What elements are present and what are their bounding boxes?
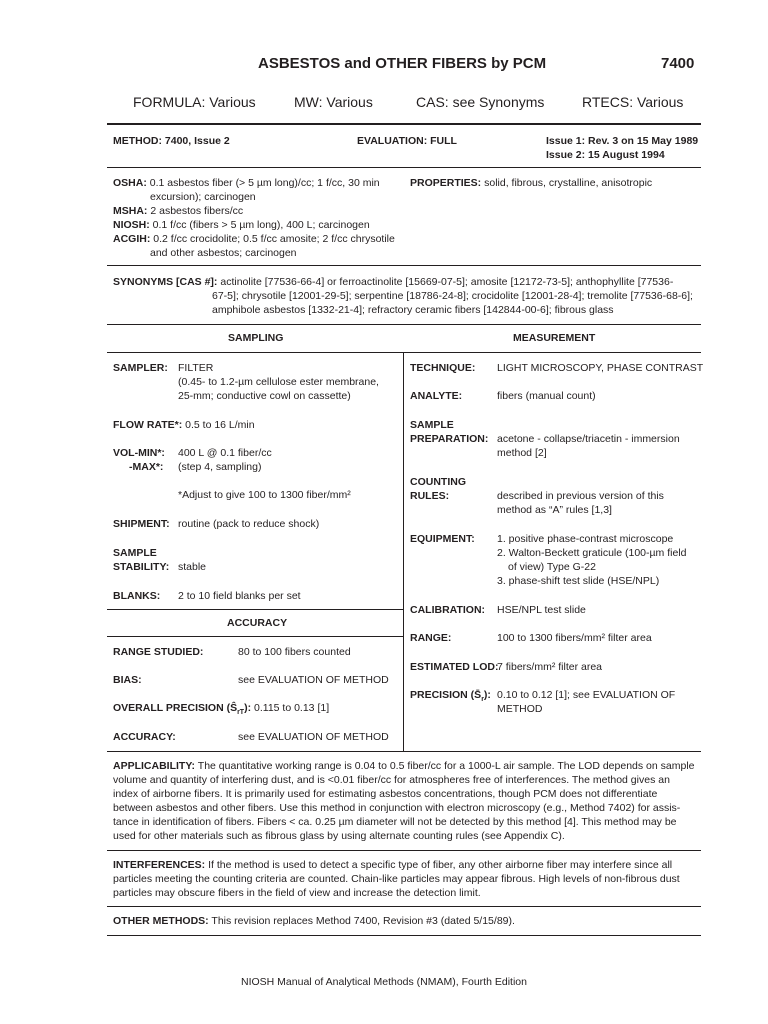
rtecs-field: RTECS: Various [582, 94, 684, 110]
msha-text: 2 asbestos fibers/cc [150, 205, 244, 217]
stability-value: stable [178, 561, 207, 573]
preparation-value-2: method [2] [497, 447, 547, 459]
applicability-line-1: The quantitative working range is 0.04 to 0.5 fiber/cc for a 1000-L air sample. The LOD depends on sample [197, 760, 695, 772]
vol-min-value: 400 L @ 0.1 fiber/cc [178, 447, 272, 459]
sampler-label: SAMPLER: [113, 362, 168, 374]
evaluation-status: EVALUATION: FULL [357, 135, 457, 147]
table-bottom-rule [107, 751, 701, 752]
synonyms [113, 275, 673, 289]
preparation-label-2: PREPARATION: [410, 433, 489, 445]
vol-max-label: -MAX*: [129, 461, 164, 473]
other-methods-label: OTHER METHODS: [113, 915, 209, 927]
synonyms-line-1: actinolite [77536-66-4] or ferroactinolite [15669-07-5]; amosite [12172-73-5]; anthophyllite [77536- [220, 276, 674, 288]
precision-value-1: 0.10 to 0.12 [1]; see EVALUATION OF [497, 689, 676, 701]
applicability-line-2: volume and quantity of interfering dust, and is <0.01 fiber/cc for atmospheres free of interferences. The method gives an [113, 774, 670, 786]
range-label: RANGE: [410, 632, 452, 644]
analyte-label: ANALYTE: [410, 390, 463, 402]
synonyms-line-2: 67-5]; chrysotile [12001-29-5]; serpentine [18786-24-8]; crocidolite [12001-28-4]; tremolite [77536-68-6]; [212, 290, 693, 302]
overall-precision-close: ): [244, 702, 252, 714]
other-methods [113, 914, 698, 928]
measurement-heading: MEASUREMENT [513, 332, 596, 344]
equipment-label: EQUIPMENT: [410, 533, 475, 545]
synonyms-line-3: amphibole asbestos [1332-21-4]; refractory ceramic fibers [142844-00-6]; fibrous glass [212, 304, 614, 316]
applicability-line-6: used for other materials such as fibrous glass by using alternate counting rules (see Appendix C). [113, 830, 565, 842]
accuracy-heading-rule [107, 636, 403, 637]
bias-value: see EVALUATION OF METHOD [238, 674, 389, 686]
column-heading-rule [107, 352, 701, 353]
stability-label-2: STABILITY: [113, 561, 170, 573]
niosh-text: 0.1 f/cc (fibers > 5 µm long), 400 L; carcinogen [152, 219, 370, 231]
calibration-label: CALIBRATION: [410, 604, 486, 616]
overall-precision-sub: rT [237, 709, 245, 717]
technique-value: LIGHT MICROSCOPY, PHASE CONTRAST [497, 362, 704, 374]
counting-label-1: COUNTING [410, 476, 466, 488]
niosh-limit [113, 218, 370, 232]
preparation-value-1: acetone - collapse/triacetin - immersion [497, 433, 680, 445]
sampler-value: FILTER [178, 362, 214, 374]
method-id: METHOD: 7400, Issue 2 [113, 135, 230, 147]
overall-precision-value: 0.115 to 0.13 [1] [254, 702, 330, 714]
osha-label: OSHA: [113, 177, 147, 189]
analyte-value: fibers (manual count) [497, 390, 596, 402]
limits-rule [107, 265, 701, 266]
osha-limit [113, 176, 380, 190]
range-value: 100 to 1300 fibers/mm² filter area [497, 632, 652, 644]
vol-max-value: (step 4, sampling) [178, 461, 262, 473]
issue-2: Issue 2: 15 August 1994 [546, 149, 665, 161]
other-methods-text: This revision replaces Method 7400, Revision #3 (dated 5/15/89). [211, 915, 515, 927]
interferences [113, 858, 698, 900]
precision-close: ): [483, 689, 491, 701]
method-number: 7400 [661, 55, 695, 72]
interferences-line-3: particles may obscure fibers in the field of view and increase the detection limit. [113, 887, 481, 899]
lod-label: ESTIMATED LOD: [410, 661, 499, 673]
accuracy-label: ACCURACY: [113, 731, 176, 743]
equipment-item-2-cont: of view) Type G-22 [508, 561, 596, 573]
mw-field: MW: Various [294, 94, 373, 110]
document-title: ASBESTOS and OTHER FIBERS by PCM [258, 55, 547, 72]
equipment-item-2: 2. Walton-Beckett graticule (100-µm field [497, 547, 687, 559]
acgih-text-cont: and other asbestos; carcinogen [150, 247, 297, 259]
acgih-limit [113, 232, 395, 246]
flow-rate [113, 418, 255, 432]
column-divider [403, 352, 404, 751]
precision [410, 688, 491, 707]
counting-value-2: method as “A” rules [1,3] [497, 504, 612, 516]
precision-label: PRECISION (S̄ [410, 689, 482, 701]
osha-text-cont: excursion); carcinogen [150, 191, 256, 203]
flow-rate-value: 0.5 to 16 L/min [185, 419, 255, 431]
equipment-item-3: 3. phase-shift test slide (HSE/NPL) [497, 575, 660, 587]
properties [410, 176, 652, 190]
interferences-line-2: particles meeting the counting criteria are counted. Chain-like particles may appear fibrous. High levels of non-fibrous dust [113, 873, 680, 885]
sampling-heading: SAMPLING [228, 332, 284, 344]
range-studied-value: 80 to 100 fibers counted [238, 646, 351, 658]
lod-value: 7 fibers/mm² filter area [497, 661, 603, 673]
technique-label: TECHNIQUE: [410, 362, 476, 374]
formula-field: FORMULA: Various [133, 94, 256, 110]
footer-text: NIOSH Manual of Analytical Methods (NMAM), Fourth Edition [241, 976, 527, 988]
header-rule [107, 123, 701, 125]
osha-text: 0.1 asbestos fiber (> 5 µm long)/cc; 1 f/cc, 30 min [149, 177, 380, 189]
niosh-label: NIOSH: [113, 219, 150, 231]
range-studied-label: RANGE STUDIED: [113, 646, 204, 658]
applicability-line-4: between asbestos and other fibers. Use this method in conjunction with electron microscopy (e.g., Method 7402) for assis- [113, 802, 681, 814]
msha-limit [113, 204, 243, 218]
equipment-item-1: 1. positive phase-contrast microscope [497, 533, 674, 545]
msha-label: MSHA: [113, 205, 148, 217]
properties-text: solid, fibrous, crystalline, anisotropic [484, 177, 653, 189]
interferences-label: INTERFERENCES: [113, 859, 206, 871]
vol-min-label: VOL-MIN*: [113, 447, 165, 459]
applicability [113, 759, 698, 843]
synonyms-rule [107, 324, 701, 325]
accuracy-value: see EVALUATION OF METHOD [238, 731, 389, 743]
sampler-detail-1: (0.45- to 1.2-µm cellulose ester membrane, [178, 376, 379, 388]
counting-label-2: RULES: [410, 490, 450, 502]
interferences-rule [107, 906, 701, 907]
accuracy-top-rule [107, 609, 403, 610]
flow-rate-label: FLOW RATE*: [113, 419, 183, 431]
preparation-label-1: SAMPLE [410, 419, 454, 431]
bias-label: BIAS: [113, 674, 142, 686]
properties-label: PROPERTIES: [410, 177, 482, 189]
applicability-line-5: tance in identification of fibers. Fibers < ca. 0.25 µm diameter will not be detected by this method [4]. This method may be [113, 816, 677, 828]
calibration-value: HSE/NPL test slide [497, 604, 586, 616]
adjust-note: *Adjust to give 100 to 1300 fiber/mm² [178, 489, 351, 501]
applicability-line-3: index of airborne fibers. It is primarily used for estimating asbestos concentrations, though PCM does not differentiate [113, 788, 658, 800]
acgih-text: 0.2 f/cc crocidolite; 0.5 f/cc amosite; 2 f/cc chrysotile [153, 233, 395, 245]
interferences-line-1: If the method is used to detect a specific type of fiber, any other airborne fiber may interfere since all [208, 859, 673, 871]
precision-sub: r [481, 696, 484, 704]
acgih-label: ACGIH: [113, 233, 151, 245]
shipment-label: SHIPMENT: [113, 518, 170, 530]
applicability-rule [107, 850, 701, 851]
counting-value-1: described in previous version of this [497, 490, 664, 502]
precision-value-2: METHOD [497, 703, 543, 715]
other-methods-rule [107, 935, 701, 936]
accuracy-heading: ACCURACY [227, 617, 288, 629]
blanks-value: 2 to 10 field blanks per set [178, 590, 301, 602]
cas-field: CAS: see Synonyms [416, 94, 545, 110]
method-row-rule [107, 167, 701, 168]
overall-precision-label: OVERALL PRECISION (Ŝ [113, 702, 238, 714]
applicability-label: APPLICABILITY: [113, 760, 196, 772]
shipment-value: routine (pack to reduce shock) [178, 518, 320, 530]
stability-label-1: SAMPLE [113, 547, 157, 559]
overall-precision [113, 701, 329, 720]
sampler-detail-2: 25-mm; conductive cowl on cassette) [178, 390, 351, 402]
synonyms-label: SYNONYMS [CAS #]: [113, 276, 218, 288]
issue-1: Issue 1: Rev. 3 on 15 May 1989 [546, 135, 699, 147]
blanks-label: BLANKS: [113, 590, 161, 602]
